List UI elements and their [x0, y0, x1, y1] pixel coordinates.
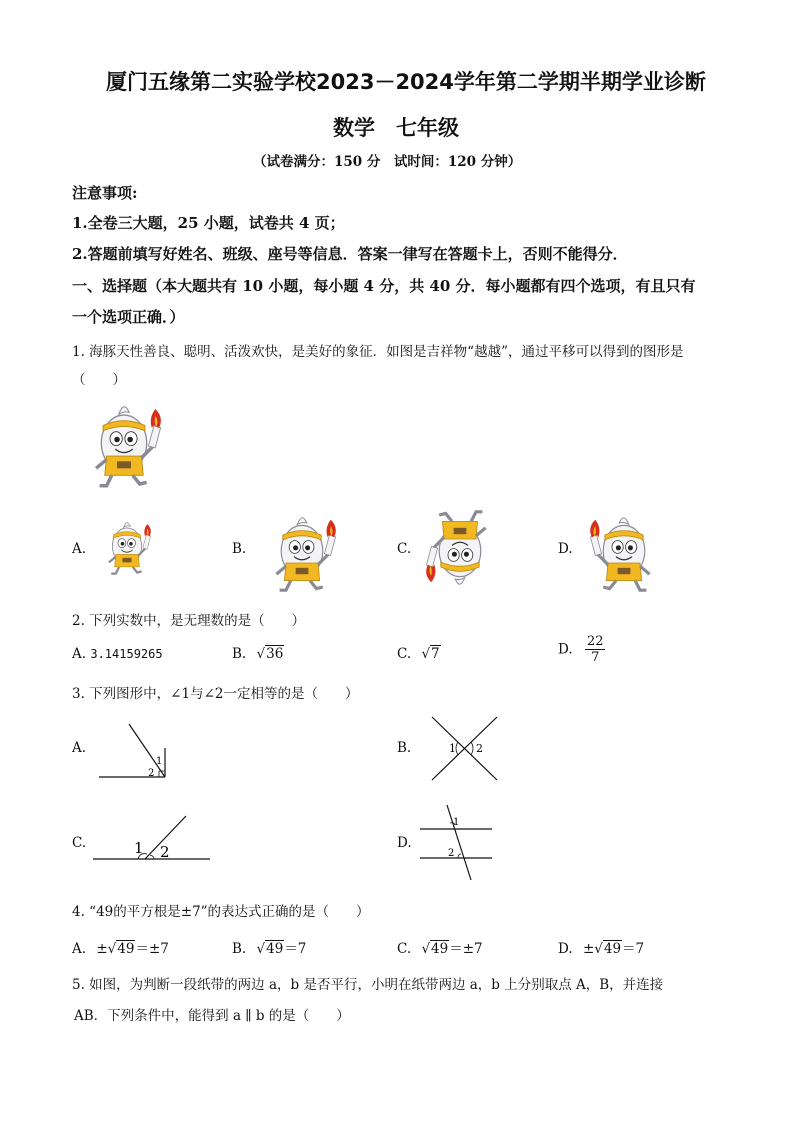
q2-option-b: B. √36 [232, 646, 284, 662]
q1-option-a-image [98, 515, 156, 577]
q4-option-b-label: B. [232, 941, 247, 957]
q2-option-a [72, 646, 163, 662]
q2-option-a-label: A. [72, 646, 87, 662]
q2-option-d-numerator: 22 [586, 634, 604, 649]
q4-option-b-radicand: 49 [266, 941, 284, 957]
q3-text: 3. 下列图形中，∠1与∠2一定相等的是（ ） [72, 686, 359, 702]
q2-option-d-denominator: 7 [591, 650, 600, 665]
exam-info: （试卷满分：150 分 试时间：120 分钟） [253, 154, 522, 170]
q5-text-line-2: AB．下列条件中，能得到 a ∥ b 的是（ ） [74, 1008, 350, 1024]
q4-option-a-label: A. [72, 941, 87, 957]
notes-line-1: 1.全卷三大题，25 小题，试卷共 4 页； [72, 214, 345, 232]
q4-option-d-radicand: 49 [603, 941, 622, 957]
q4-option-c-label: C. [397, 941, 412, 957]
q3-c-angle-1-label: 1 [134, 839, 144, 857]
q3-option-b-label: B. [397, 740, 412, 756]
q3-a-angle-2-label: 2 [148, 768, 155, 779]
q4-option-c-result: ＝±7 [449, 941, 483, 957]
q3-b-angle-1-label: 1 [449, 742, 456, 755]
q4-option-d-prefix: ± [582, 941, 595, 957]
q2-text: 2. 下列实数中，是无理数的是（ ） [72, 613, 306, 629]
q3-option-d-figure [415, 803, 500, 883]
q4-option-a-result: ＝±7 [135, 941, 169, 957]
q2-option-c-label: C. [397, 646, 412, 662]
q1-option-d-label: D. [558, 541, 573, 557]
q2-option-d-fraction [585, 634, 606, 665]
q3-c-angle-2-label: 2 [160, 843, 170, 861]
q1-option-b-label: B. [232, 541, 247, 557]
q3-option-c-figure [90, 812, 215, 864]
q4-text: 4. “49的平方根是±7”的表达式正确的是（ ） [72, 904, 370, 920]
notes-heading: 注意事项: [72, 184, 138, 202]
q1-option-b-image [262, 505, 342, 597]
q4-option-b: B. √49＝7 [232, 941, 307, 957]
q2-option-c-radicand: 7 [431, 646, 440, 662]
q3-option-a-label: A. [72, 740, 87, 756]
q5-text-line-1: 5. 如图，为判断一段纸带的两边 a，b 是否平行，小明在纸带两边 a，b 上分别取点 A，B，并连接 [72, 977, 664, 993]
q3-b-angle-2-label: 2 [476, 742, 483, 755]
q1-option-c-image [420, 505, 500, 597]
q4-option-d-result: ＝7 [622, 941, 645, 957]
q4-option-d-label: D. [558, 941, 573, 957]
q4-option-a-radicand: 49 [117, 941, 135, 957]
q3-d-angle-2-label: 2 [448, 848, 455, 859]
section-1-instructions-cont: 一个选项正确．） [72, 308, 185, 326]
q4-option-b-result: ＝7 [284, 941, 307, 957]
q2-option-c: C. √7 [397, 646, 440, 662]
q3-option-d-label: D. [397, 835, 412, 851]
q1-option-d-image [584, 505, 664, 597]
q1-option-a-label: A. [72, 541, 87, 557]
q3-d-angle-1-label: 1 [453, 817, 460, 828]
q1-paren: （ ） [72, 372, 126, 388]
q3-option-b-figure [425, 713, 505, 785]
mascot-original-image [78, 395, 170, 491]
q2-option-b-radicand: 36 [266, 646, 284, 662]
q4-option-a-prefix: ± [96, 941, 108, 957]
notes-line-2: 2.答题前填写好姓名、班级、座号等信息．答案一律写在答题卡上，否则不能得分． [72, 245, 628, 263]
q1-option-c-label: C. [397, 541, 412, 557]
q4-option-d: D. ±√49＝7 [558, 941, 645, 957]
exam-title: 厦门五缘第二实验学校2023－2024学年第二学期半期学业诊断 [106, 70, 706, 94]
q4-option-c: C. √49＝±7 [397, 941, 483, 957]
q2-option-a-value: 3.14159265 [90, 647, 163, 661]
q3-a-angle-1-label: 1 [156, 756, 163, 767]
q4-option-a: A. ±√49＝±7 [72, 941, 169, 957]
section-1-instructions: 一、选择题（本大题共有 10 小题，每小题 4 分，共 40 分．每小题都有四个选项，有且只有 [72, 277, 696, 295]
q1-text: 1. 海豚天性善良、聪明、活泼欢快，是美好的象征．如图是吉祥物“越越”，通过平移可以得到的图形是 [72, 344, 684, 360]
q3-option-c-label: C. [72, 835, 87, 851]
q3-option-a-figure [95, 720, 175, 782]
q2-option-d-label: D. [558, 641, 573, 658]
q4-option-c-radicand: 49 [431, 941, 449, 957]
q2-option-b-label: B. [232, 646, 247, 662]
q2-option-d [558, 634, 605, 665]
exam-subtitle: 数学 七年级 [333, 116, 459, 140]
